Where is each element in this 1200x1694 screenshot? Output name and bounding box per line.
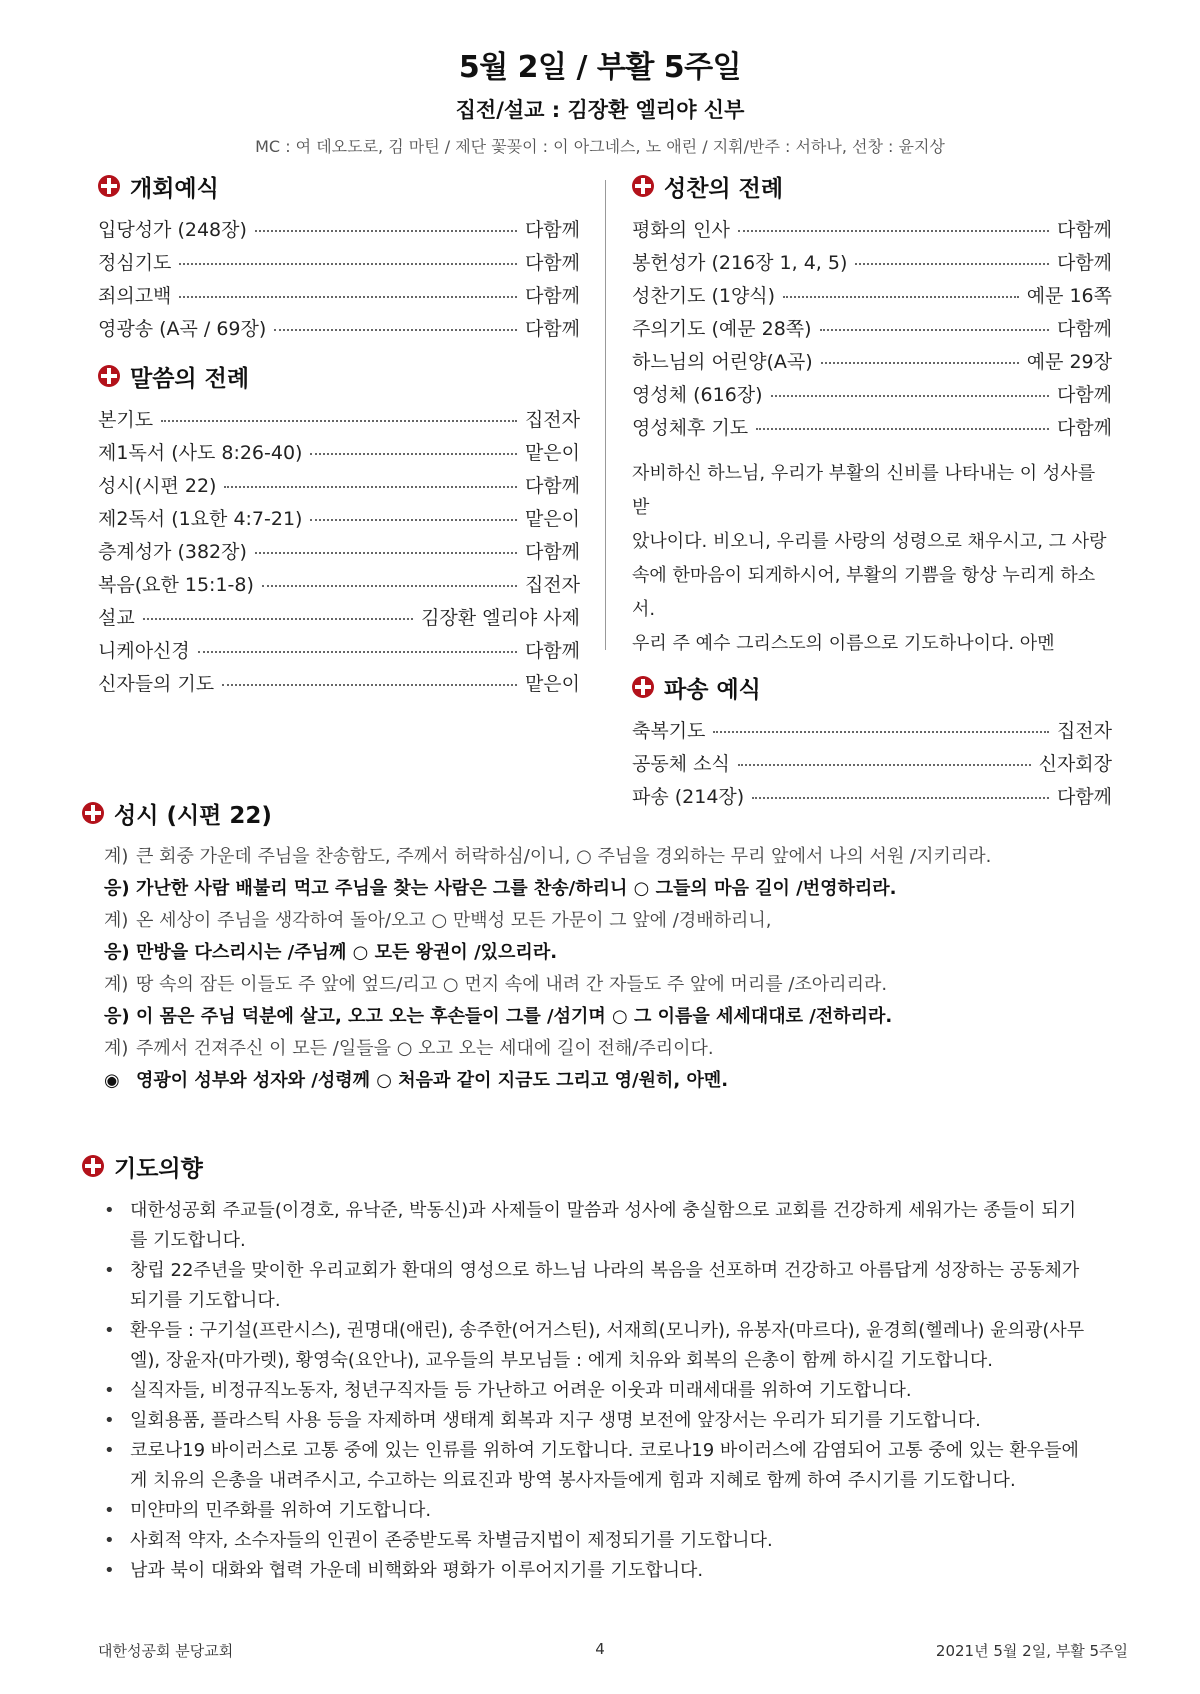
leader-dots <box>255 229 517 232</box>
order-item-value: 다함께 <box>524 640 580 662</box>
psalm-section <box>82 795 1122 1097</box>
order-item-label: 복음(요한 15:1-8) <box>98 574 254 596</box>
psalm-line-text: 가난한 사람 배불리 먹고 주님을 찾는 사람은 그를 찬송/하리니 ○ 그들의 마음 길이 /번영하리라. <box>136 878 897 899</box>
intention-line: • 환우들 : 구기설(프란시스), 권명대(애린), 송주한(어거스틴), 서재희(모니카), 유봉자(마르다), 윤경희(헬레나) 윤의광(사무 <box>130 1320 1085 1341</box>
leader-dots <box>821 361 1019 364</box>
order-item-label: 신자들의 기도 <box>98 673 215 695</box>
order-item <box>632 311 1112 344</box>
psalm-line-prefix: 응) <box>104 942 130 963</box>
order-item-label: 설교 <box>98 607 135 629</box>
order-item-label: 층계성가 (382장) <box>98 541 247 563</box>
psalm-line-prefix: 응) <box>104 878 130 899</box>
order-item <box>98 468 580 501</box>
psalm-line <box>104 905 1122 937</box>
order-item <box>632 410 1112 443</box>
order-item <box>632 746 1112 779</box>
order-item <box>632 245 1112 278</box>
order-item-value: 집전자 <box>524 574 580 596</box>
order-item-label: 영광송 (A곡 / 69장) <box>98 318 267 340</box>
prayer-line: 속에 한마음이 되게하시어, 부활의 기쁨을 항상 누리게 하소서. <box>632 565 1096 620</box>
order-item-label: 니케아신경 <box>98 640 190 662</box>
order-item-label: 성시(시편 22) <box>98 475 217 497</box>
psalm-line-text: 땅 속의 잠든 이들도 주 앞에 엎드/리고 ○ 먼지 속에 내려 간 자들도 주 앞에 머리를 /조아리리라. <box>136 974 888 995</box>
word-order-list <box>98 402 580 699</box>
order-item-label: 본기도 <box>98 409 154 431</box>
order-item <box>98 501 580 534</box>
leader-dots <box>255 551 517 554</box>
intention-line: • 사회적 약자, 소수자들의 인권이 존중받도록 차별금지법이 제정되기를 기도합니다. <box>130 1530 773 1551</box>
order-item <box>98 402 580 435</box>
intention-item <box>104 1406 1122 1436</box>
psalm-line-prefix: 계) <box>104 974 129 995</box>
page-header <box>0 42 1200 157</box>
psalm-line <box>104 937 1122 969</box>
order-item-value: 다함께 <box>1056 318 1112 340</box>
red-cross-icon <box>632 676 654 698</box>
leader-dots <box>262 584 517 587</box>
psalm-line-prefix: 계) <box>104 1038 129 1059</box>
order-item-value: 다함께 <box>1056 252 1112 274</box>
order-item <box>632 344 1112 377</box>
order-item-value: 맡은이 <box>524 442 580 464</box>
psalm-line-prefix: 계) <box>104 910 129 931</box>
section-heading-psalm: 성시 (시편 22) <box>82 795 1122 831</box>
order-item-label: 공동체 소식 <box>632 753 730 775</box>
order-item-value: 다함께 <box>1056 786 1112 808</box>
order-item-value: 다함께 <box>1056 384 1112 406</box>
section-heading-opening: 개회예식 <box>98 168 580 204</box>
intention-line: • 일회용품, 플라스틱 사용 등을 자제하며 생태계 회복과 지구 생명 보전에 앞장서는 우리가 되기를 기도합니다. <box>130 1410 981 1431</box>
order-item <box>632 713 1112 746</box>
section-heading-word: 말씀의 전례 <box>98 358 580 394</box>
section-heading-dismissal: 파송 예식 <box>632 669 1112 705</box>
intention-item <box>104 1316 1122 1376</box>
order-item <box>632 278 1112 311</box>
order-item <box>98 567 580 600</box>
footer-date: 2021년 5월 2일, 부활 5주일 <box>935 1642 1128 1660</box>
order-item-value: 다함께 <box>1056 219 1112 241</box>
leader-dots <box>274 328 517 331</box>
order-item <box>632 212 1112 245</box>
intention-line: • 남과 북이 대화와 협력 가운데 비핵화와 평화가 이루어지기를 기도합니다. <box>130 1560 704 1581</box>
leader-dots <box>713 730 1049 733</box>
celebrant-line: 집전/설교 : 김장환 엘리야 신부 <box>455 98 745 122</box>
order-item-value: 다함께 <box>524 475 580 497</box>
order-item-value: 다함께 <box>1056 417 1112 439</box>
red-cross-icon <box>98 175 120 197</box>
leader-dots <box>783 295 1019 298</box>
order-item-value: 다함께 <box>524 252 580 274</box>
section-heading-eucharist: 성찬의 전례 <box>632 168 1112 204</box>
order-item-label: 파송 (214장) <box>632 786 745 808</box>
leader-dots <box>161 419 517 422</box>
psalm-line-text: 큰 회중 가운데 주님을 찬송함도, 주께서 허락하심/이니, ○ 주님을 경외하는 무리 앞에서 나의 서원 /지키리라. <box>136 846 992 867</box>
prayer-line: 우리 주 예수 그리스도의 이름으로 기도하나이다. 아멘 <box>632 633 1055 654</box>
intention-item <box>104 1526 1122 1556</box>
intention-line: • 미얀마의 민주화를 위하여 기도합니다. <box>130 1500 432 1521</box>
order-item-value: 다함께 <box>524 219 580 241</box>
red-cross-icon <box>82 1155 104 1177</box>
footer-church: 대한성공회 분당교회 <box>98 1642 234 1660</box>
section-heading-intentions: 기도의향 <box>82 1148 1122 1184</box>
order-item-value: 예문 16쪽 <box>1026 285 1112 307</box>
psalm-line <box>104 1033 1122 1065</box>
order-item <box>98 278 580 311</box>
order-item-label: 주의기도 (예문 28쪽) <box>632 318 812 340</box>
intention-line: • 코로나19 바이러스로 고통 중에 있는 인류를 위하여 기도합니다. 코로나19 바이러스에 감염되어 고통 중에 있는 환우들에 <box>130 1440 1079 1461</box>
intention-line: • 대한성공회 주교들(이경호, 유낙준, 박동신)과 사제들이 말씀과 성사에 충실함으로 교회를 건강하게 세워가는 종들이 되기 <box>130 1200 1077 1221</box>
leader-dots <box>224 485 516 488</box>
order-item <box>98 633 580 666</box>
intention-item <box>104 1256 1122 1316</box>
intentions-list <box>82 1196 1122 1586</box>
psalm-line-text: 영광이 성부와 성자와 /성령께 ○ 처음과 같이 지금도 그리고 영/원히, 아멘. <box>136 1070 729 1091</box>
right-column <box>632 168 1112 812</box>
order-item-value: 다함께 <box>524 285 580 307</box>
intention-line: • 창립 22주년을 맞이한 우리교회가 환대의 영성으로 하느님 나라의 복음을 선포하며 건강하고 아름답게 성장하는 공동체가 <box>130 1260 1080 1281</box>
psalm-line-prefix: 응) <box>104 1006 130 1027</box>
order-item-label: 축복기도 <box>632 720 706 742</box>
order-item <box>98 245 580 278</box>
psalm-line <box>104 969 1122 1001</box>
order-item-value: 맡은이 <box>524 508 580 530</box>
intention-line: 를 기도합니다. <box>130 1230 246 1251</box>
order-item-value: 맡은이 <box>524 673 580 695</box>
order-item-label: 하느님의 어린양(A곡) <box>632 351 813 373</box>
psalm-line-text: 만방을 다스리시는 /주님께 ○ 모든 왕권이 /있으리라. <box>136 942 558 963</box>
order-item-value: 집전자 <box>1056 720 1112 742</box>
eucharist-order-list <box>632 212 1112 443</box>
psalm-line-text: 주께서 건져주신 이 모든 /일들을 ○ 오고 오는 세대에 길이 전해/주리이다. <box>136 1038 714 1059</box>
psalm-line-text: 이 몸은 주님 덕분에 살고, 오고 오는 후손들이 그를 /섬기며 ○ 그 이름을 세세대대로 /전하리라. <box>136 1006 893 1027</box>
leader-dots <box>738 229 1049 232</box>
psalm-line-text: 온 세상이 주님을 생각하여 돌아/오고 ○ 만백성 모든 가문이 그 앞에 /경배하리니, <box>136 910 772 931</box>
psalm-line <box>104 1001 1122 1033</box>
order-item-label: 제1독서 (사도 8:26-40) <box>98 442 303 464</box>
left-column <box>98 168 580 699</box>
leader-dots <box>756 427 1049 430</box>
order-item-label: 평화의 인사 <box>632 219 730 241</box>
red-cross-icon <box>82 802 104 824</box>
order-item-label: 성찬기도 (1양식) <box>632 285 776 307</box>
intention-item <box>104 1436 1122 1496</box>
opening-order-list <box>98 212 580 344</box>
leader-dots <box>310 452 516 455</box>
order-item-label: 영성체후 기도 <box>632 417 749 439</box>
intentions-section <box>82 1148 1122 1586</box>
order-item-value: 집전자 <box>524 409 580 431</box>
order-item-label: 입당성가 (248장) <box>98 219 247 241</box>
page-number: 4 <box>595 1640 605 1658</box>
order-item-value: 다함께 <box>524 541 580 563</box>
order-item-label: 영성체 (616장) <box>632 384 763 406</box>
intention-item <box>104 1376 1122 1406</box>
intention-item <box>104 1556 1122 1586</box>
red-cross-icon <box>98 365 120 387</box>
staff-line: MC : 여 데오도로, 김 마틴 / 제단 꽃꽂이 : 이 아그네스, 노 애린 / 지휘/반주 : 서하나, 선창 : 윤지상 <box>255 137 945 156</box>
psalm-line-prefix: ◉ <box>104 1070 120 1091</box>
intention-item <box>104 1196 1122 1256</box>
page-title: 5월 2일 / 부활 5주일 <box>458 50 742 85</box>
psalm-line <box>104 873 1122 905</box>
order-item-label: 정심기도 <box>98 252 172 274</box>
order-item <box>98 212 580 245</box>
column-divider <box>605 180 606 650</box>
leader-dots <box>310 518 516 521</box>
intention-line: 되기를 기도합니다. <box>130 1290 281 1311</box>
order-item-value: 김장환 엘리야 사제 <box>421 607 580 629</box>
leader-dots <box>771 394 1049 397</box>
leader-dots <box>179 262 517 265</box>
order-item <box>632 377 1112 410</box>
intention-item <box>104 1496 1122 1526</box>
red-cross-icon <box>632 175 654 197</box>
order-item <box>98 311 580 344</box>
post-communion-prayer <box>632 457 1112 661</box>
leader-dots <box>222 683 517 686</box>
leader-dots <box>179 295 517 298</box>
prayer-line: 자비하신 하느님, 우리가 부활의 신비를 나타내는 이 성사를 받 <box>632 463 1096 518</box>
psalm-line <box>104 1065 1122 1097</box>
order-item <box>98 534 580 567</box>
psalm-line-prefix: 계) <box>104 846 129 867</box>
order-item-value: 예문 29장 <box>1026 351 1112 373</box>
leader-dots <box>855 262 1049 265</box>
leader-dots <box>738 763 1031 766</box>
intention-line: • 실직자들, 비정규직노동자, 청년구직자들 등 가난하고 어려운 이웃과 미래세대를 위하여 기도합니다. <box>130 1380 912 1401</box>
order-item-label: 제2독서 (1요한 4:7-21) <box>98 508 303 530</box>
leader-dots <box>198 650 517 653</box>
intention-line: 엘), 장윤자(마가렛), 황영숙(요안나), 교우들의 부모님들 : 에게 치유와 회복의 은총이 함께 하시길 기도합니다. <box>130 1350 994 1371</box>
intention-line: 게 치유의 은총을 내려주시고, 수고하는 의료진과 방역 봉사자들에게 힘과 지혜로 함께 하여 주시기를 기도합니다. <box>130 1470 1016 1491</box>
order-item-value: 다함께 <box>524 318 580 340</box>
prayer-line: 았나이다. 비오니, 우리를 사랑의 성령으로 채우시고, 그 사랑 <box>632 531 1107 552</box>
order-item-label: 죄의고백 <box>98 285 172 307</box>
leader-dots <box>143 617 413 620</box>
order-item <box>98 435 580 468</box>
order-item <box>98 600 580 633</box>
order-item-label: 봉헌성가 (216장 1, 4, 5) <box>632 252 848 274</box>
psalm-lines <box>82 841 1122 1097</box>
order-item <box>98 666 580 699</box>
psalm-line <box>104 841 1122 873</box>
leader-dots <box>820 328 1049 331</box>
order-item-value: 신자회장 <box>1038 753 1112 775</box>
